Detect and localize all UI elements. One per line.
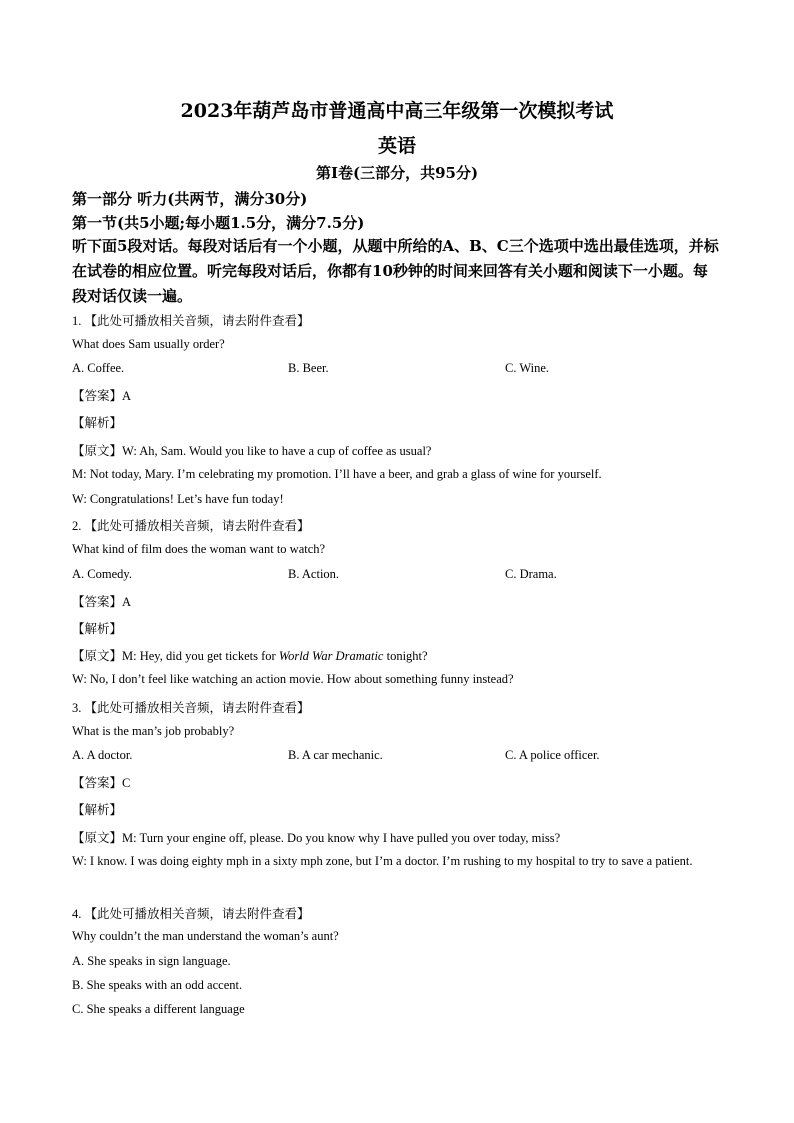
- audio-note[interactable]: 【此处可播放相关音频，请去附件查看】: [84, 700, 310, 715]
- section1-heading: 第一节(共5小题;每小题1.5分，满分7.5分): [72, 214, 365, 232]
- option-b: B. Beer.: [288, 361, 329, 375]
- question-3-header: [72, 698, 310, 716]
- question-4-header: [72, 904, 310, 922]
- original-label: 【原文】: [72, 443, 123, 458]
- question-number: 4.: [72, 907, 82, 921]
- question-3-text: What is the man’s job probably?: [72, 724, 235, 738]
- question-2-header: [72, 516, 310, 534]
- option-b: B. A car mechanic.: [288, 748, 383, 762]
- original-label: 【原文】: [72, 830, 123, 845]
- option-a: A. Coffee.: [72, 361, 125, 375]
- question-4-text: Why couldn’t the man understand the woman’s aunt?: [72, 929, 339, 943]
- transcript-line: W: No, I don’t feel like watching an action movie. How about something funny instead?: [72, 672, 514, 686]
- original-label: 【原文】: [72, 648, 123, 663]
- option-b: B. She speaks with an odd accent.: [72, 978, 243, 992]
- audio-note[interactable]: 【此处可播放相关音频，请去附件查看】: [84, 906, 310, 921]
- answer-label: 【答案】: [72, 775, 123, 790]
- transcript-text: W: Ah, Sam. Would you like to have a cup of coffee as usual?: [122, 444, 432, 458]
- answer-row: [72, 773, 130, 791]
- question-1-text: What does Sam usually order?: [72, 337, 225, 351]
- question-number: 3.: [72, 701, 82, 715]
- option-c: C. Drama.: [505, 567, 557, 581]
- audio-note[interactable]: 【此处可播放相关音频，请去附件查看】: [84, 518, 310, 533]
- transcript-line: [72, 646, 428, 664]
- transcript-text: tonight?: [383, 649, 428, 663]
- analysis-label: 【解析】: [72, 415, 123, 430]
- exam-title: 2023年葫芦岛市普通高中高三年级第一次模拟考试: [180, 100, 614, 122]
- option-a: A. Comedy.: [72, 567, 132, 581]
- transcript-text: M: Turn your engine off, please. Do you know why I have pulled you over today, miss?: [122, 831, 561, 845]
- subject-title: 英语: [377, 135, 416, 157]
- question-number: 2.: [72, 519, 82, 533]
- question-number: 1.: [72, 314, 82, 328]
- transcript-line: [72, 828, 560, 846]
- volume-title: 第Ⅰ卷(三部分，共95分): [315, 164, 479, 182]
- audio-note[interactable]: 【此处可播放相关音频，请去附件查看】: [84, 313, 310, 328]
- answer-value: A: [122, 595, 132, 609]
- part1-heading: 第一部分 听力(共两节，满分30分): [72, 190, 308, 208]
- option-a: A. A doctor.: [72, 748, 133, 762]
- answer-label: 【答案】: [72, 594, 123, 609]
- analysis-label: 【解析】: [72, 802, 123, 817]
- film-title: World War Dramatic: [278, 649, 384, 663]
- analysis-label: 【解析】: [72, 621, 123, 636]
- option-c: C. She speaks a different language: [72, 1002, 245, 1016]
- transcript-line: [72, 441, 431, 459]
- transcript-text: M: Hey, did you get tickets for: [122, 649, 279, 663]
- question-1-header: [72, 311, 310, 329]
- answer-value: A: [122, 389, 132, 403]
- option-c: C. A police officer.: [505, 748, 600, 762]
- answer-row: [72, 592, 131, 610]
- question-2-text: What kind of film does the woman want to watch?: [72, 542, 326, 556]
- transcript-line: M: Not today, Mary. I’m celebrating my promotion. I’ll have a beer, and grab a glass of wine for yourself.: [72, 467, 602, 481]
- answer-label: 【答案】: [72, 388, 123, 403]
- transcript-line: W: Congratulations! Let’s have fun today!: [72, 492, 284, 506]
- instructions: 听下面5段对话。每段对话后有一个小题，从题中所给的A、B、C三个选项中选出最佳选项，并标在试卷的相应位置。听完每段对话后，你都有10秒钟的时间来回答有关小题和阅读下一小题。每段对话仅读一遍。: [72, 237, 719, 305]
- answer-row: [72, 386, 131, 404]
- transcript-line: W: I know. I was doing eighty mph in a sixty mph zone, but I’m a doctor. I’m rushing to my hospital to try to save a patient.: [72, 854, 693, 868]
- answer-value: C: [122, 776, 131, 790]
- option-b: B. Action.: [288, 567, 340, 581]
- option-c: C. Wine.: [505, 361, 550, 375]
- option-a: A. She speaks in sign language.: [72, 954, 231, 968]
